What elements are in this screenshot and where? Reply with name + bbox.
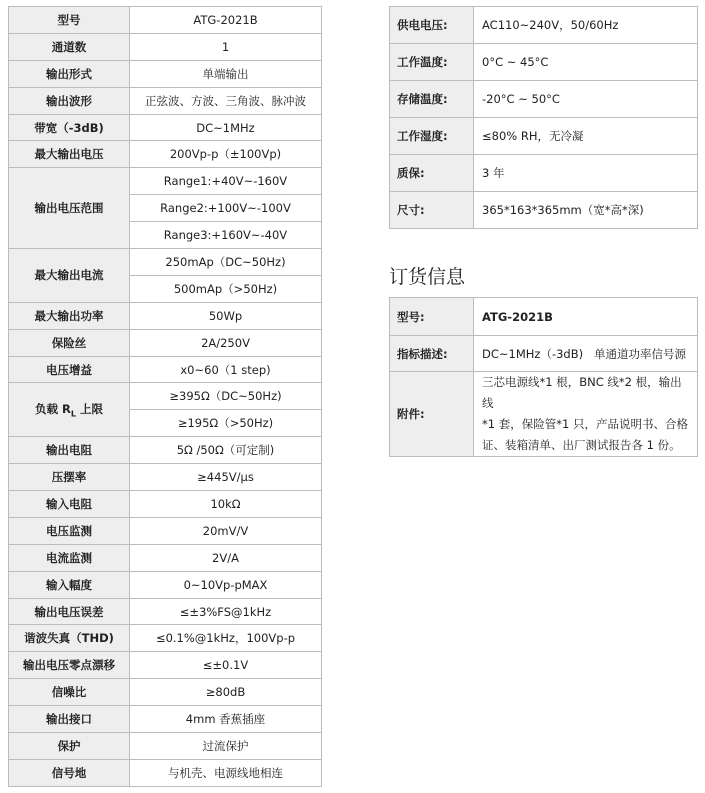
spec-label: 存储温度:	[390, 81, 474, 118]
spec-table-environment	[389, 6, 698, 229]
spec-row-load	[9, 383, 322, 410]
spec-row-dimensions	[390, 192, 698, 229]
accessories-line: 三芯电源线*1 根，BNC 线*2 根，输出线	[482, 375, 682, 410]
order-info-table	[389, 297, 698, 457]
spec-label: 通道数	[9, 33, 130, 60]
spec-row-storage-temp	[390, 81, 698, 118]
spec-value: 0°C ~ 45°C	[474, 44, 698, 81]
spec-value: ≤±0.1V	[130, 652, 322, 679]
load-label-prefix: 负载 R	[35, 402, 71, 417]
spec-row-max-power	[9, 302, 322, 329]
spec-value: Range1:+40V~-160V	[130, 168, 322, 195]
spec-value: ≤80% RH，无冷凝	[474, 118, 698, 155]
spec-value: 250mAp（DC~50Hz)	[130, 249, 322, 276]
spec-label: 带宽（-3dB)	[9, 114, 130, 141]
spec-value: ATG-2021B	[130, 7, 322, 34]
spec-value: 365*163*365mm（宽*高*深)	[474, 192, 698, 229]
spec-label: 输入幅度	[9, 571, 130, 598]
spec-value: 50Wp	[130, 302, 322, 329]
spec-table-main	[8, 6, 322, 787]
spec-value: 200Vp-p（±100Vp)	[130, 141, 322, 168]
spec-row-gain	[9, 356, 322, 383]
spec-row-bandwidth	[9, 114, 322, 141]
spec-value: ≤0.1%@1kHz，100Vp-p	[130, 625, 322, 652]
spec-label: 输出电阻	[9, 437, 130, 464]
spec-label: 输出电压零点漂移	[9, 652, 130, 679]
spec-label: 保护	[9, 733, 130, 760]
spec-label: 输出接口	[9, 706, 130, 733]
spec-label: 电压增益	[9, 356, 130, 383]
spec-row-input-amplitude	[9, 571, 322, 598]
spec-label: 工作湿度:	[390, 118, 474, 155]
spec-value: 5Ω /50Ω（可定制)	[130, 437, 322, 464]
spec-label: 输出电压误差	[9, 598, 130, 625]
spec-label: 输入电阻	[9, 491, 130, 518]
spec-row-channels	[9, 33, 322, 60]
spec-row-waveform	[9, 87, 322, 114]
spec-value: 20mV/V	[130, 517, 322, 544]
order-label: 型号:	[390, 298, 474, 336]
spec-value: x0~60（1 step)	[130, 356, 322, 383]
spec-row-power-supply	[390, 7, 698, 44]
spec-value: Range3:+160V~-40V	[130, 222, 322, 249]
spec-label: 输出波形	[9, 87, 130, 114]
order-info-heading: 订货信息	[389, 266, 466, 288]
spec-row-slew-rate	[9, 464, 322, 491]
order-row-accessories	[390, 372, 698, 457]
spec-row-model	[9, 7, 322, 34]
order-value: ATG-2021B	[474, 298, 698, 336]
spec-row-voltage-error	[9, 598, 322, 625]
spec-row-snr	[9, 679, 322, 706]
spec-label: 保险丝	[9, 329, 130, 356]
spec-label: 工作温度:	[390, 44, 474, 81]
spec-row-protection	[9, 733, 322, 760]
spec-label: 供电电压:	[390, 7, 474, 44]
spec-value: 单端输出	[130, 60, 322, 87]
spec-row-zero-drift	[9, 652, 322, 679]
spec-value: 4mm 香蕉插座	[130, 706, 322, 733]
spec-row-input-resistance	[9, 491, 322, 518]
spec-label: 输出电压范围	[9, 168, 130, 249]
spec-row-warranty	[390, 155, 698, 192]
spec-value: 过流保护	[130, 733, 322, 760]
spec-value: DC~1MHz	[130, 114, 322, 141]
load-label-suffix: 上限	[75, 402, 103, 417]
spec-value: Range2:+100V~-100V	[130, 195, 322, 222]
spec-value: 500mAp（>50Hz)	[130, 275, 322, 302]
spec-value: 3 年	[474, 155, 698, 192]
spec-value: 2V/A	[130, 544, 322, 571]
spec-value: 2A/250V	[130, 329, 322, 356]
spec-value: AC110~240V，50/60Hz	[474, 7, 698, 44]
spec-label: 信噪比	[9, 679, 130, 706]
spec-label: 质保:	[390, 155, 474, 192]
spec-row-output-form	[9, 60, 322, 87]
spec-label: 电流监测	[9, 544, 130, 571]
spec-row-voltage-monitor	[9, 517, 322, 544]
spec-row-fuse	[9, 329, 322, 356]
spec-value: ≥80dB	[130, 679, 322, 706]
spec-value: 0~10Vp-pMAX	[130, 571, 322, 598]
spec-label: 最大输出电压	[9, 141, 130, 168]
spec-row-output-port	[9, 706, 322, 733]
spec-row-signal-ground	[9, 759, 322, 786]
spec-value: 与机壳、电源线地相连	[130, 759, 322, 786]
spec-value: ≤±3%FS@1kHz	[130, 598, 322, 625]
spec-label: 电压监测	[9, 517, 130, 544]
spec-label: 压摆率	[9, 464, 130, 491]
spec-value: ≥195Ω（>50Hz)	[130, 410, 322, 437]
spec-row-humidity	[390, 118, 698, 155]
spec-value: ≥395Ω（DC~50Hz)	[130, 383, 322, 410]
spec-label: 尺寸:	[390, 192, 474, 229]
order-label: 附件:	[390, 372, 474, 457]
spec-label: 输出形式	[9, 60, 130, 87]
order-row-description	[390, 336, 698, 372]
spec-label: 最大输出电流	[9, 249, 130, 303]
order-value-accessories	[474, 372, 698, 457]
spec-value: 10kΩ	[130, 491, 322, 518]
spec-row-voltage-range	[9, 168, 322, 195]
spec-value: ≥445V/μs	[130, 464, 322, 491]
spec-value: 1	[130, 33, 322, 60]
spec-value: 正弦波、方波、三角波、脉冲波	[130, 87, 322, 114]
spec-row-max-current	[9, 249, 322, 276]
spec-row-output-resistance	[9, 437, 322, 464]
order-row-model	[390, 298, 698, 336]
spec-row-max-voltage	[9, 141, 322, 168]
spec-label: 最大输出功率	[9, 302, 130, 329]
spec-label: 型号	[9, 7, 130, 34]
spec-label: 信号地	[9, 759, 130, 786]
spec-row-thd	[9, 625, 322, 652]
accessories-line: 证、装箱清单、出厂测试报告各 1 份。	[482, 438, 681, 452]
spec-label-load	[9, 383, 130, 437]
load-label-subscript: L	[70, 409, 76, 419]
spec-row-current-monitor	[9, 544, 322, 571]
order-value: DC~1MHz（-3dB) 单通道功率信号源	[474, 336, 698, 372]
spec-label: 谐波失真（THD)	[9, 625, 130, 652]
spec-value: -20°C ~ 50°C	[474, 81, 698, 118]
accessories-line: *1 套，保险管*1 只，产品说明书、合格	[482, 417, 688, 431]
order-label: 指标描述:	[390, 336, 474, 372]
spec-row-operating-temp	[390, 44, 698, 81]
